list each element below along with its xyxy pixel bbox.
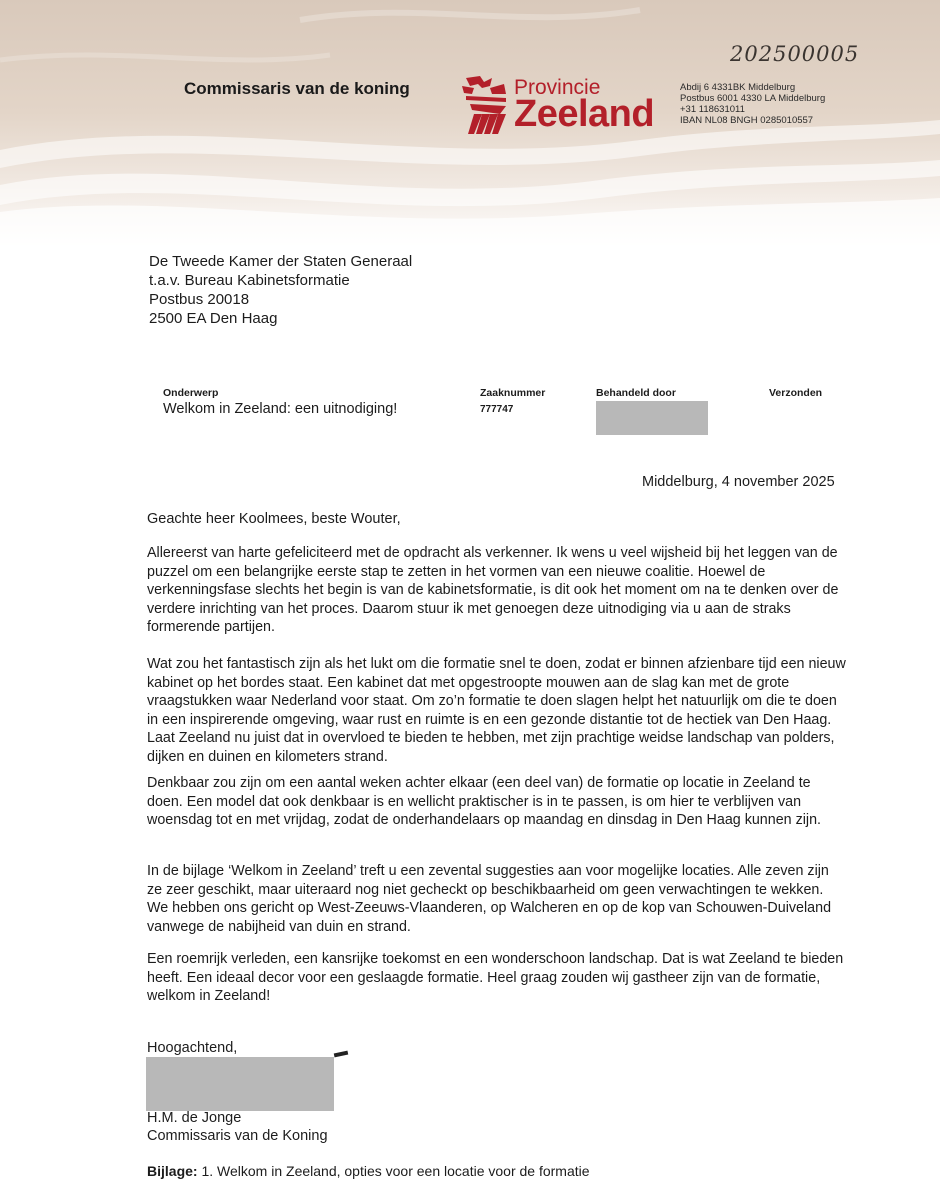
paragraph: In de bijlage ‘Welkom in Zeeland’ treft u een zevental suggesties aan voor mogelijke locaties. Alle zeven zijn ze zeer geschikt, maar uiteraard nog niet gecheckt op beschikbaarheid om geen verwachtingen te wekken. We hebben ons gericht op West-Zeeuws-Vlaanderen, op Walcheren en op de kop van Schouwen-Duiveland vanwege de nabijheid van duin en strand. bbox=[147, 863, 832, 935]
address-line: Postbus 6001 4330 LA Middelburg bbox=[680, 93, 826, 104]
recipient-address bbox=[149, 252, 412, 328]
signer-title: Commissaris van de Koning bbox=[147, 1128, 328, 1144]
attachment-label: Bijlage: bbox=[147, 1163, 198, 1179]
handled-by-label: Behandeld door bbox=[596, 387, 676, 399]
attachment-text: 1. Welkom in Zeeland, opties voor een locatie voor de formatie bbox=[197, 1163, 590, 1179]
subject-value: Welkom in Zeeland: een uitnodiging! bbox=[163, 401, 398, 417]
office-title: Commissaris van de koning bbox=[184, 79, 410, 98]
salutation: Geachte heer Koolmees, beste Wouter, bbox=[147, 511, 401, 527]
signature-redaction bbox=[146, 1057, 334, 1111]
case-number-label: Zaaknummer bbox=[480, 387, 546, 399]
case-number-value: 777747 bbox=[480, 404, 514, 415]
paragraph: Wat zou het fantastisch zijn als het lukt om die formatie snel te doen, zodat er binnen afzienbare tijd een nieuw kabinet op het bordes staat. Een kabinet dat met opgestroopte mouwen aan de slag kan met de grote vraagstukken waar Nederland voor staat. Om zo’n formatie te doen slagen helpt het natuurlijk om die te doen in een inspirerende omgeving, waar rust en ruimte is en een gezonde distantie tot de hectiek van Den Haag. Laat Zeeland nu juist dat in overvloed te bieden te hebben, met zijn prachtige weidse landschap van polders, dijken en duinen en kilometers strand. bbox=[147, 656, 846, 765]
subject-label: Onderwerp bbox=[163, 387, 219, 399]
address-line: IBAN NL08 BNGH 0285010557 bbox=[680, 115, 814, 126]
recipient-line: De Tweede Kamer der Staten Generaal bbox=[149, 253, 413, 270]
closing: Hoogachtend, bbox=[147, 1040, 238, 1056]
handled-by-redaction bbox=[596, 401, 708, 435]
handwritten-reference-number: 202500005 bbox=[730, 42, 860, 66]
paragraph: Allereerst van harte gefeliciteerd met de opdracht als verkenner. Ik wens u veel wijsheid bij het leggen van de puzzel om een belangrijke eerste stap te zetten in het vormen van een nieuwe coalitie. Hoewel de verkenningsfase slechts het begin is van de kabinetsformatie, is dit ook het moment om na te denken over de verdere inrichting van het proces. Daarom stuur ik met genoegen deze uitnodiging via u aan de straks formerende partijen. bbox=[147, 545, 839, 635]
recipient-line: t.a.v. Bureau Kabinetsformatie bbox=[149, 272, 350, 289]
recipient-line: 2500 EA Den Haag bbox=[149, 310, 278, 327]
paragraph: Een roemrijk verleden, een kansrijke toekomst en een wonderschoon landschap. Dat is wat Zeeland te bieden heeft. Een ideaal decor voor een geslaagde formatie. Heel graag zouden wij gastheer zijn van de formatie, welkom in Zeeland! bbox=[147, 951, 844, 1004]
zeeland-lion-logo-icon bbox=[460, 74, 510, 141]
province-name: Zeeland bbox=[514, 93, 655, 135]
attachment-line bbox=[147, 1163, 590, 1179]
letter-date: Middelburg, 4 november 2025 bbox=[642, 474, 835, 490]
signer-name: H.M. de Jonge bbox=[147, 1110, 242, 1126]
address-line: +31 118631011 bbox=[680, 104, 745, 115]
paragraph: Denkbaar zou zijn om een aantal weken achter elkaar (een deel van) de formatie op locatie in Zeeland te doen. Een model dat ook denkbaar is en wellicht praktischer is in te passen, is om hier te verblijven van woensdag tot en met vrijdag, zodat de onderhandelaars op maandag en dinsdag in Den Haag kunnen zijn. bbox=[147, 775, 822, 828]
signature-stroke bbox=[334, 1051, 349, 1058]
province-label: Provincie bbox=[514, 76, 601, 99]
recipient-line: Postbus 20018 bbox=[149, 291, 250, 308]
sent-label: Verzonden bbox=[769, 387, 823, 399]
address-line: Abdij 6 4331BK Middelburg bbox=[680, 82, 796, 93]
sender-address-block bbox=[680, 82, 825, 126]
